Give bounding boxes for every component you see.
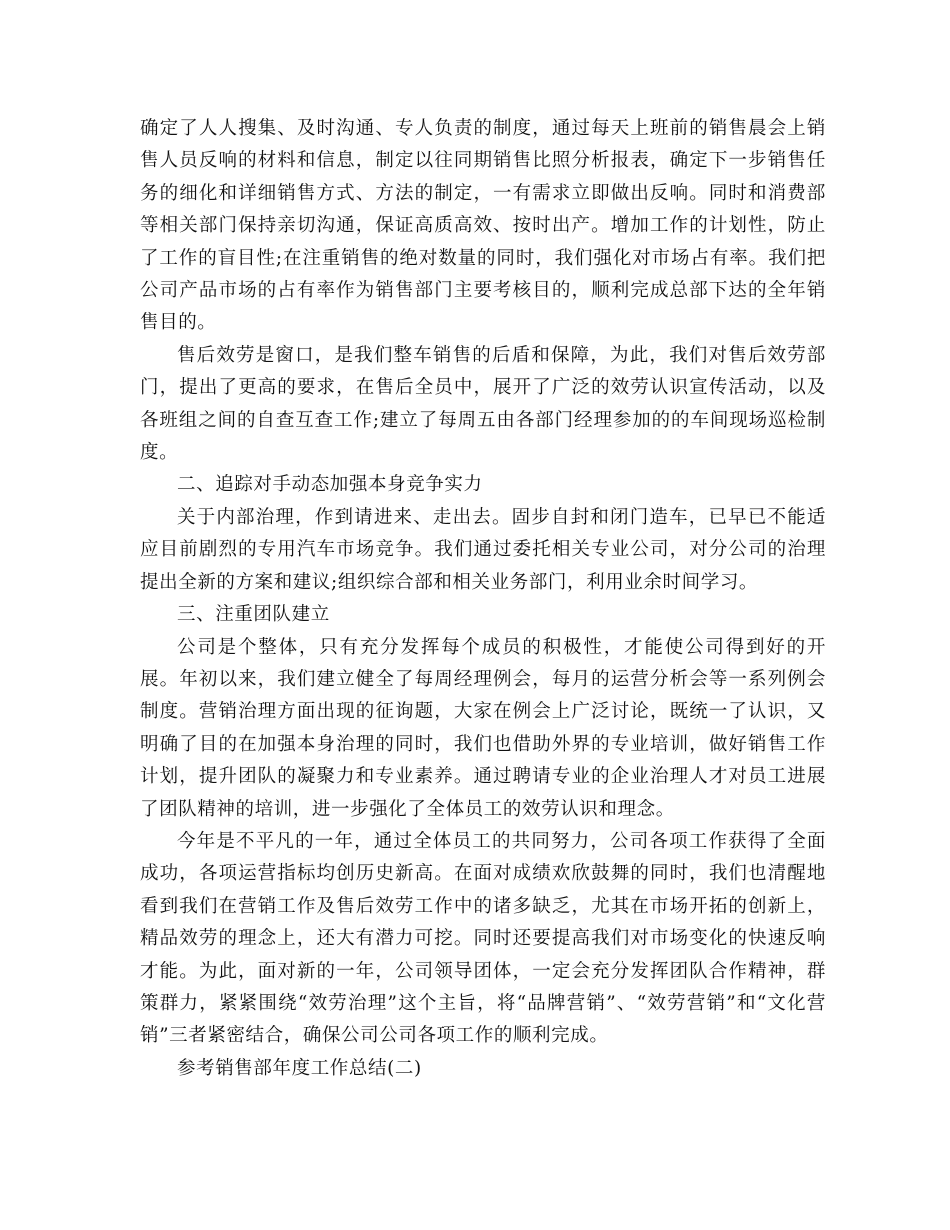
- section-heading-competition: 二、追踪对手动态加强本身竞争实力: [177, 474, 483, 496]
- paragraph-after-sales: 售后效劳是窗口，是我们整车销售的后盾和保障，为此，我们对售后效劳部门，提出了更高的要求，在售后全员中，展开了广泛的效劳认识宣传活动，以及各班组之间的自查互查工作;建立了每周五由各部门经理参加的的车间现场巡检制度。: [140, 344, 826, 464]
- section-heading-team: 三、注重团队建立: [177, 604, 330, 626]
- paragraph-year-summary: 今年是不平凡的一年，通过全体员工的共同努力，公司各项工作获得了全面成功，各项运营指标均创历史新高。在面对成绩欢欣鼓舞的同时，我们也清醒地看到我们在营销工作及售后效劳工作中的诸多缺乏，尤其在市场开拓的创新上，精品效劳的理念上，还大有潜力可挖。同时还要提高我们对市场变化的快速反响才能。为此，面对新的一年，公司领导团体，一定会充分发挥团队合作精神，群策群力，紧紧围绕“效劳治理”这个主旨，将“品牌营销”、“效劳营销”和“文化营销”三者紧密结合，确保公司公司各项工作的顺利完成。: [140, 830, 826, 1047]
- document-page: [140, 113, 826, 1085]
- paragraph-sales-system: 确定了人人搜集、及时沟通、专人负责的制度，通过每天上班前的销售晨会上销售人员反响的材料和信息，制定以往同期销售比照分析报表，确定下一步销售任务的细化和详细销售方式、方法的制定，一有需求立即做出反响。同时和消费部等相关部门保持亲切沟通，保证高质高效、按时出产。增加工作的计划性，防止了工作的盲目性;在注重销售的绝对数量的同时，我们强化对市场占有率。我们把公司产品市场的占有率作为销售部门主要考核目的，顺利完成总部下达的全年销售目的。: [140, 118, 826, 334]
- paragraph-team-building: 公司是个整体，只有充分发挥每个成员的积极性，才能使公司得到好的开展。年初以来，我们建立健全了每周经理例会，每月的运营分析会等一系列例会制度。营销治理方面出现的征询题，大家在例会上广泛讨论，既统一了认识，又明确了目的在加强本身治理的同时，我们也借助外界的专业培训，做好销售工作计划，提升团队的凝聚力和专业素养。通过聘请专业的企业治理人才对员工进展了团队精神的培训，进一步强化了全体员工的效劳认识和理念。: [140, 636, 826, 820]
- paragraph-internal-management: 关于内部治理，作到请进来、走出去。固步自封和闭门造车，已早已不能适应目前剧烈的专用汽车市场竞争。我们通过委托相关专业公司，对分公司的治理提出全新的方案和建议;组织综合部和相关业务部门，利用业余时间学习。: [140, 506, 826, 593]
- document-subtitle: 参考销售部年度工作总结(二): [177, 1057, 422, 1079]
